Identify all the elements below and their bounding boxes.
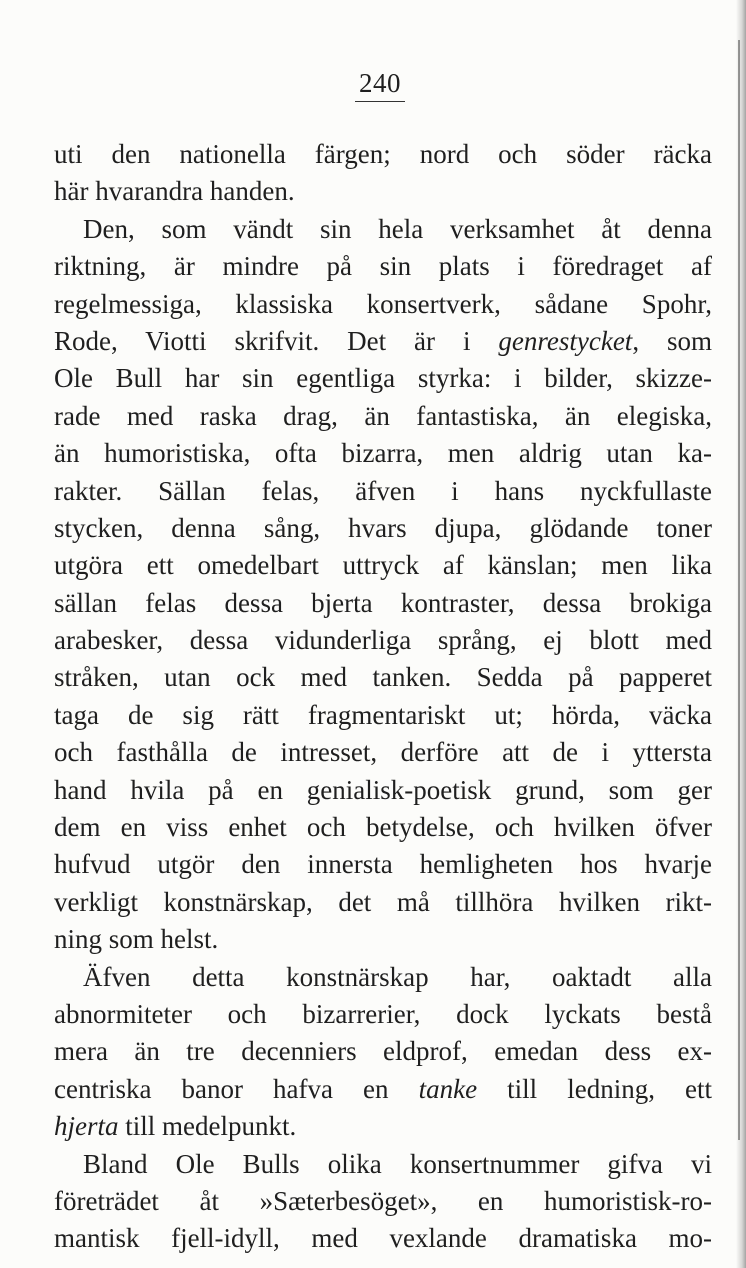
text-line: regelmessiga, klassiska konsertverk, sådane Spohr, [54, 288, 712, 319]
text-line: hjerta till medelpunkt. [54, 1111, 297, 1142]
text-line: rakter. Sällan felas, äfven i hans nyckfullaste [54, 475, 712, 506]
text-line: uti den nationella färgen; nord och söder räcka [54, 139, 712, 169]
text-line: arabesker, dessa vidunderliga språng, ej blott med [54, 625, 712, 656]
body-text [54, 136, 746, 1258]
text-line: hand hvila på en genialisk-poetisk grund, som ger [54, 774, 712, 805]
page-number-text: 240 [355, 68, 405, 102]
text-line: Rode, Viotti skrifvit. Det är i genrestycket, som [54, 325, 712, 356]
text-line: företrädet åt »Sæterbesöget», en humoristisk-ro- [54, 1185, 712, 1216]
text-line: utgöra ett omedelbart uttryck af känslan; men lika [54, 550, 712, 581]
text-line: rade med raska drag, än fantastiska, än elegiska, [54, 400, 712, 431]
text-line: Bland Ole Bulls olika konsertnummer gifva vi [83, 1148, 712, 1179]
text-line: Äfven detta konstnärskap har, oaktadt alla [83, 961, 712, 992]
text-line: mantisk fjell-idyll, med vexlande dramatiska mo- [54, 1223, 712, 1254]
text-line: riktning, är mindre på sin plats i föredraget af [54, 251, 712, 282]
text-line: stråken, utan ock med tanken. Sedda på papperet [54, 662, 712, 693]
italic-word: genrestycket [498, 325, 633, 356]
text-line: centriska banor hafva en tanke till ledning, ett [54, 1073, 712, 1104]
text-line: ning som helst. [54, 924, 219, 955]
text-line: och fasthålla de intresset, derföre att de i yttersta [54, 737, 712, 768]
italic-word: hjerta [54, 1111, 119, 1142]
page-number [0, 68, 746, 102]
italic-word: tanke [418, 1073, 478, 1104]
text-line: mera än tre decenniers eldprof, emedan dess ex- [54, 1036, 712, 1067]
text-line: sällan felas dessa bjerta kontraster, dessa brokiga [54, 587, 712, 618]
text-line: hufvud utgör den innersta hemligheten hos hvarje [54, 849, 712, 880]
text-line: taga de sig rätt fragmentariskt ut; hörda, väcka [54, 699, 712, 730]
text-line: än humoristiska, ofta bizarra, men aldrig utan ka- [54, 438, 712, 469]
text-line: Den, som vändt sin hela verksamhet åt denna [83, 213, 712, 244]
text-line: verkligt konstnärskap, det må tillhöra hvilken rikt- [54, 886, 712, 917]
text-line: abnormiteter och bizarrerier, dock lyckats bestå [54, 998, 712, 1029]
text-line: stycken, denna sång, hvars djupa, glödande toner [54, 512, 712, 543]
text-line: Ole Bull har sin egentliga styrka: i bilder, skizze- [54, 363, 712, 394]
text-line: dem en viss enhet och betydelse, och hvilken öfver [54, 812, 712, 843]
text-line: här hvarandra handen. [54, 176, 295, 207]
